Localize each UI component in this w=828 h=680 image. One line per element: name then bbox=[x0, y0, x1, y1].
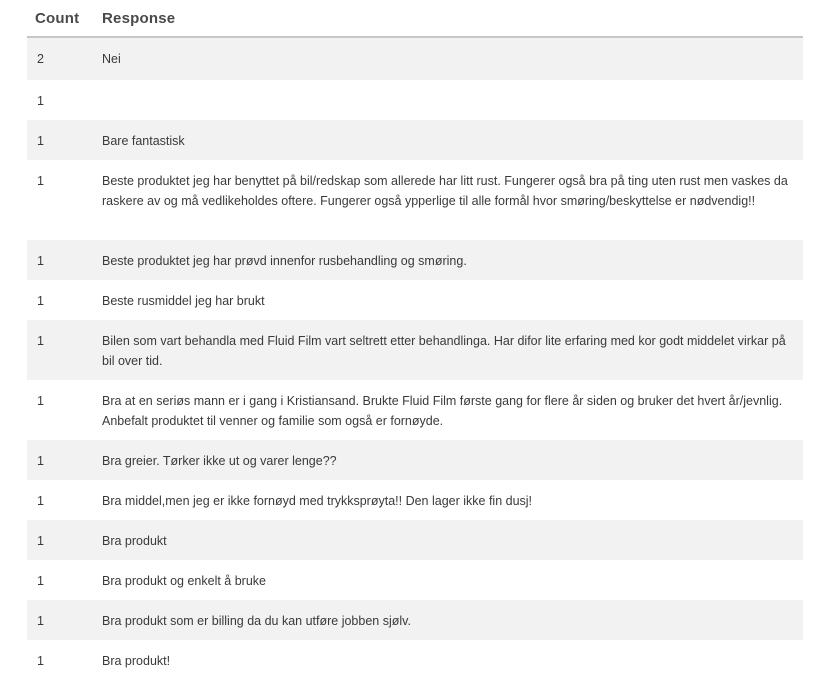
responses-table bbox=[27, 0, 803, 680]
response-cell: Bra produkt og enkelt å bruke bbox=[102, 574, 266, 588]
count-cell: 1 bbox=[37, 534, 44, 548]
table-row bbox=[27, 380, 803, 440]
response-cell: Bra produkt bbox=[102, 534, 167, 548]
table-row bbox=[27, 120, 803, 160]
table-row bbox=[27, 640, 803, 680]
table-row bbox=[27, 560, 803, 600]
count-cell: 2 bbox=[37, 52, 44, 66]
table-row bbox=[27, 280, 803, 320]
count-cell: 1 bbox=[37, 94, 44, 108]
count-cell: 1 bbox=[37, 294, 44, 308]
response-cell: Beste rusmiddel jeg har brukt bbox=[102, 294, 265, 308]
table-row bbox=[27, 240, 803, 280]
response-cell: Beste produktet jeg har prøvd innenfor rusbehandling og smøring. bbox=[102, 254, 467, 268]
count-cell: 1 bbox=[37, 454, 44, 468]
response-cell: Bilen som vart behandla med Fluid Film vart seltrett etter behandlinga. Har difor lite erfaring med kor godt middelet virkar på bil over tid. bbox=[102, 334, 786, 368]
response-cell: Bra produkt som er billing da du kan utføre jobben sjølv. bbox=[102, 614, 411, 628]
count-cell: 1 bbox=[37, 334, 44, 348]
count-cell: 1 bbox=[37, 174, 44, 188]
table-row bbox=[27, 440, 803, 480]
table-row bbox=[27, 160, 803, 240]
count-cell: 1 bbox=[37, 574, 44, 588]
table-row bbox=[27, 80, 803, 120]
response-cell: Bra at en seriøs mann er i gang i Kristiansand. Brukte Fluid Film første gang for flere år siden og bruker det hvert år/jevnlig. Anbefalt produktet til venner og familie som også er fornøyde. bbox=[102, 394, 783, 428]
response-column-header[interactable]: Response bbox=[102, 9, 176, 27]
count-cell: 1 bbox=[37, 134, 44, 148]
count-cell: 1 bbox=[37, 614, 44, 628]
table-row bbox=[27, 480, 803, 520]
table-row bbox=[27, 320, 803, 380]
table-row bbox=[27, 520, 803, 560]
response-cell: Nei bbox=[102, 52, 121, 66]
table-row bbox=[27, 38, 803, 80]
table-row bbox=[27, 600, 803, 640]
table-header bbox=[27, 0, 803, 38]
response-cell: Bra greier. Tørker ikke ut og varer lenge?? bbox=[102, 454, 337, 468]
response-cell: Bra middel,men jeg er ikke fornøyd med trykksprøyta!! Den lager ikke fin dusj! bbox=[102, 494, 533, 508]
response-cell: Bra produkt! bbox=[102, 654, 171, 668]
response-cell: Bare fantastisk bbox=[102, 134, 185, 148]
count-column-header[interactable]: Count bbox=[35, 9, 80, 27]
count-cell: 1 bbox=[37, 254, 44, 268]
count-cell: 1 bbox=[37, 394, 44, 408]
count-cell: 1 bbox=[37, 494, 44, 508]
count-cell: 1 bbox=[37, 654, 44, 668]
response-cell: Beste produktet jeg har benyttet på bil/redskap som allerede har litt rust. Fungerer også bra på ting uten rust men vaskes da raskere av og må vedlikeholdes oftere. Fungerer også ypperlige til alle formål hvor smøring/beskyttelse er nødvendig!! bbox=[102, 174, 788, 208]
